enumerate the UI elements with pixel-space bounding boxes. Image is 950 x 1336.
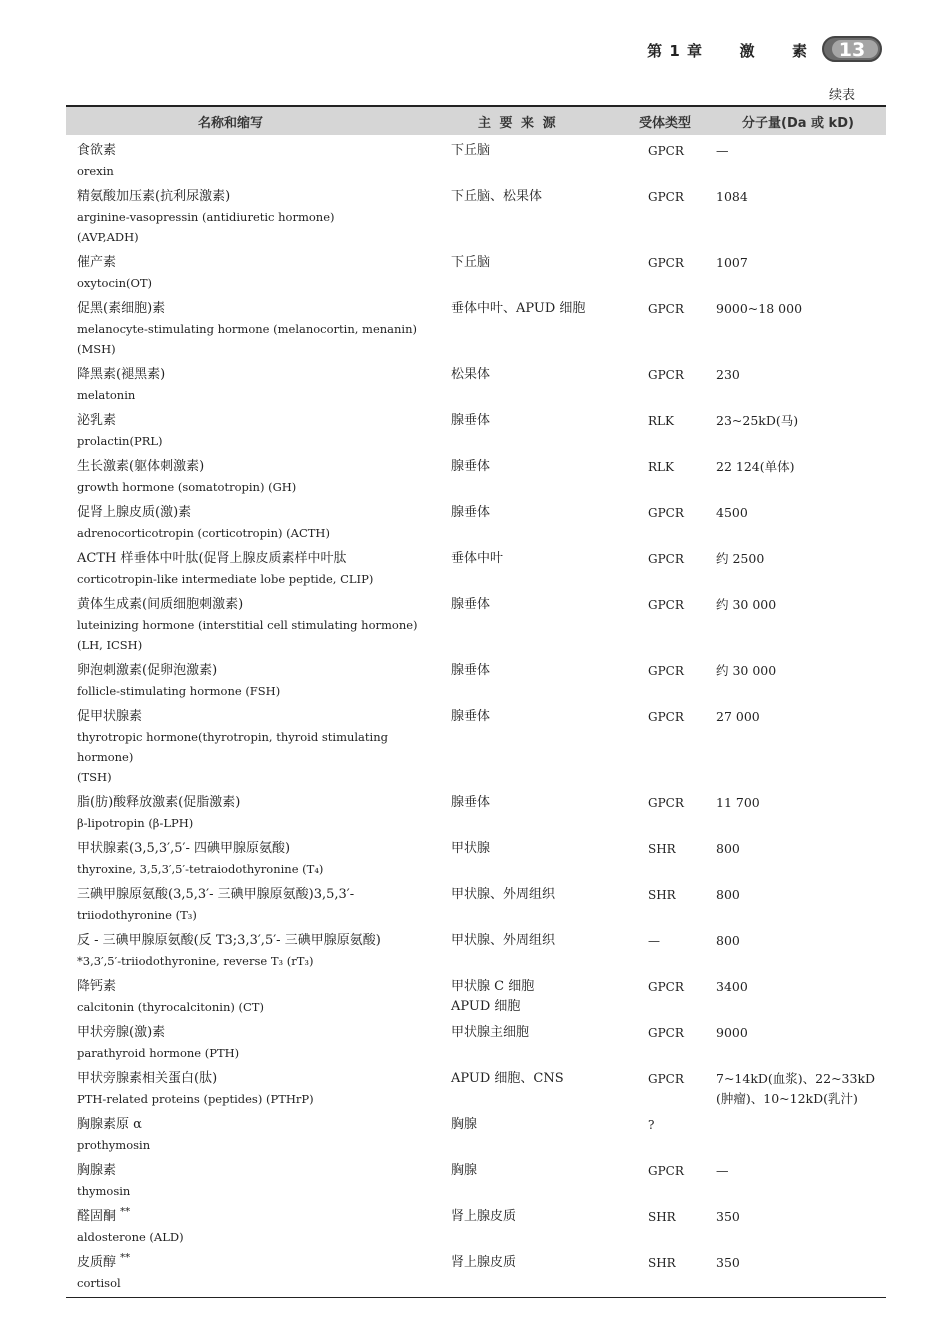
cell-molecular-weight [716, 1023, 886, 1043]
cell-molecular-weight [716, 595, 886, 615]
hormone-name-zh [77, 661, 427, 681]
mw-line: 1007 [716, 255, 748, 270]
cell-source [451, 1115, 631, 1135]
table-row [66, 589, 886, 655]
cell-molecular-weight [716, 1069, 886, 1109]
hormone-name-zh [77, 1161, 427, 1181]
cell-molecular-weight [716, 1253, 886, 1273]
table-body [66, 135, 886, 1293]
hormone-name-zh-text: 降黑素(褪黑素) [77, 367, 166, 382]
hormone-name-en: orexin [77, 164, 114, 178]
source-line: 甲状腺、外周组织 [451, 887, 556, 902]
hormone-name-en: adrenocorticotropin (corticotropin) (ACTH) [77, 526, 330, 540]
cell-molecular-weight [716, 839, 886, 859]
cell-receptor: GPCR [648, 664, 684, 678]
cell-source [451, 1207, 631, 1227]
cell-molecular-weight [716, 931, 886, 951]
cell-source [451, 1253, 631, 1273]
table-row [66, 1155, 886, 1201]
cell-name [77, 365, 427, 405]
hormone-table [66, 105, 886, 1298]
cell-receptor: GPCR [648, 190, 684, 204]
cell-name [77, 1253, 427, 1293]
hormone-name-en: (TSH) [77, 770, 112, 784]
hormone-name-zh [77, 253, 427, 273]
mw-line: 约 30 000 [716, 597, 777, 612]
hormone-name-zh [77, 595, 427, 615]
cell-source [451, 549, 631, 569]
mw-line: 800 [716, 933, 740, 948]
cell-source [451, 839, 631, 859]
cell-name [77, 503, 427, 543]
mw-line: 350 [716, 1209, 740, 1224]
cell-source [451, 365, 631, 385]
hormone-name-en: corticotropin-like intermediate lobe peptide, CLIP) [77, 572, 374, 586]
hormone-name-zh [77, 1253, 427, 1273]
source-line: 腺垂体 [451, 597, 491, 612]
cell-name [77, 549, 427, 589]
cell-receptor: GPCR [648, 506, 684, 520]
cell-receptor: — [648, 934, 660, 948]
hormone-name-en: parathyroid hormone (PTH) [77, 1046, 240, 1060]
page-number: 13 [838, 39, 866, 61]
page-header [0, 36, 950, 66]
cell-source [451, 299, 631, 319]
hormone-name-en: calcitonin (thyrocalcitonin) (CT) [77, 1000, 264, 1014]
table-row [66, 655, 886, 701]
table-row [66, 543, 886, 589]
hormone-name-zh [77, 187, 427, 207]
table-row [66, 359, 886, 405]
chapter-title-char-2: 素 [791, 42, 808, 60]
cell-name [77, 1115, 427, 1155]
hormone-name-zh-text: 促肾上腺皮质(激)素 [77, 505, 192, 520]
hormone-name-zh [77, 299, 427, 319]
cell-receptor: GPCR [648, 256, 684, 270]
cell-receptor: GPCR [648, 1072, 684, 1086]
cell-name [77, 977, 427, 1017]
mw-line: 11 700 [716, 795, 760, 810]
source-line: APUD 细胞、CNS [451, 1071, 564, 1086]
mw-line: 9000 [716, 1025, 748, 1040]
cell-molecular-weight [716, 365, 886, 385]
table-row [66, 135, 886, 181]
hormone-name-en: (AVP,ADH) [77, 230, 139, 244]
hormone-name-en: melanocyte-stimulating hormone (melanocortin, menanin) [77, 322, 418, 336]
cell-source [451, 503, 631, 523]
cell-name [77, 187, 427, 247]
table-row [66, 405, 886, 451]
source-line: 垂体中叶、APUD 细胞 [451, 301, 586, 316]
mw-line: 23~25kD(马) [716, 413, 799, 428]
hormone-name-zh-text: 胸腺素 [77, 1163, 117, 1178]
hormone-name-zh-text: 甲状旁腺(激)素 [77, 1025, 166, 1040]
footnote-mark: ** [120, 1252, 131, 1264]
cell-molecular-weight [716, 885, 886, 905]
table-row [66, 1247, 886, 1293]
hormone-name-en: (MSH) [77, 342, 116, 356]
hormone-name-zh [77, 549, 427, 569]
cell-name [77, 1069, 427, 1109]
cell-name [77, 707, 427, 787]
hormone-name-zh-text: 食欲素 [77, 143, 117, 158]
hormone-name-zh [77, 839, 427, 859]
cell-molecular-weight [716, 141, 886, 161]
cell-molecular-weight [716, 503, 886, 523]
table-row [66, 293, 886, 359]
mw-line: 350 [716, 1255, 740, 1270]
cell-name [77, 1023, 427, 1063]
cell-source [451, 1023, 631, 1043]
cell-receptor: GPCR [648, 368, 684, 382]
header-source: 主 要 来 源 [478, 116, 558, 131]
cell-molecular-weight [716, 977, 886, 997]
hormone-name-zh [77, 1207, 427, 1227]
cell-receptor: GPCR [648, 710, 684, 724]
hormone-name-zh-text: 三碘甲腺原氨酸(3,5,3′- 三碘甲腺原氨酸)3,5,3′- [77, 887, 355, 902]
cell-receptor: GPCR [648, 980, 684, 994]
cell-receptor: RLK [648, 414, 674, 428]
cell-receptor: ? [648, 1118, 655, 1132]
table-row [66, 181, 886, 247]
cell-molecular-weight [716, 1161, 886, 1181]
hormone-name-zh-text: 黄体生成素(间质细胞刺激素) [77, 597, 244, 612]
hormone-name-zh-text: 甲状旁腺素相关蛋白(肽) [77, 1071, 218, 1086]
cell-name [77, 299, 427, 359]
cell-receptor: SHR [648, 1210, 676, 1224]
mw-line: 3400 [716, 979, 748, 994]
cell-molecular-weight [716, 549, 886, 569]
mw-line: 230 [716, 367, 740, 382]
cell-receptor: SHR [648, 842, 676, 856]
source-line: 垂体中叶 [451, 551, 504, 566]
source-line: 下丘脑、松果体 [451, 189, 543, 204]
table-row [66, 701, 886, 787]
hormone-name-en: triiodothyronine (T₃) [77, 908, 197, 922]
cell-receptor: GPCR [648, 598, 684, 612]
hormone-name-zh-text: ACTH 样垂体中叶肽(促肾上腺皮质素样中叶肽 [77, 551, 347, 566]
table-row [66, 1017, 886, 1063]
hormone-name-zh-text: 精氨酸加压素(抗利尿激素) [77, 189, 231, 204]
mw-line: (肿瘤)、10~12kD(乳汁) [716, 1091, 858, 1106]
mw-line: 约 2500 [716, 551, 765, 566]
hormone-name-zh-text: 反 - 三碘甲腺原氨酸(反 T3;3,3′,5′- 三碘甲腺原氨酸) [77, 933, 381, 948]
hormone-name-zh [77, 707, 427, 727]
footnote-mark: ** [120, 1206, 131, 1218]
mw-line: 27 000 [716, 709, 760, 724]
table-row [66, 1201, 886, 1247]
source-line: 下丘脑 [451, 143, 491, 158]
source-line: 腺垂体 [451, 413, 491, 428]
source-line: 甲状腺 C 细胞 [451, 979, 535, 994]
hormone-name-zh [77, 457, 427, 477]
hormone-name-zh-text: 催产素 [77, 255, 117, 270]
table-row [66, 451, 886, 497]
hormone-name-en: (LH, ICSH) [77, 638, 143, 652]
hormone-name-zh [77, 885, 427, 905]
mw-line: 800 [716, 887, 740, 902]
cell-source [451, 793, 631, 813]
hormone-name-zh [77, 977, 427, 997]
cell-molecular-weight [716, 661, 886, 681]
cell-name [77, 839, 427, 879]
cell-name [77, 931, 427, 971]
hormone-name-zh [77, 141, 427, 161]
source-line: 腺垂体 [451, 795, 491, 810]
cell-source [451, 707, 631, 727]
hormone-name-en: PTH-related proteins (peptides) (PTHrP) [77, 1092, 314, 1106]
table-row [66, 1109, 886, 1155]
cell-name [77, 885, 427, 925]
source-line: 甲状腺、外周组织 [451, 933, 556, 948]
cell-receptor: GPCR [648, 1164, 684, 1178]
cell-source [451, 931, 631, 951]
hormone-name-zh-text: 脂(肪)酸释放激素(促脂激素) [77, 795, 241, 810]
hormone-name-en: follicle-stimulating hormone (FSH) [77, 684, 281, 698]
mw-line: 9000~18 000 [716, 301, 803, 316]
hormone-name-en: thymosin [77, 1184, 131, 1198]
source-line: 肾上腺皮质 [451, 1255, 517, 1270]
cell-source [451, 595, 631, 615]
source-line: 肾上腺皮质 [451, 1209, 517, 1224]
mw-line: 7~14kD(血浆)、22~33kD [716, 1071, 876, 1086]
source-line: 胸腺 [451, 1117, 478, 1132]
cell-receptor: GPCR [648, 144, 684, 158]
source-line: APUD 细胞 [451, 999, 521, 1014]
hormone-name-zh-text: 降钙素 [77, 979, 117, 994]
hormone-name-en: cortisol [77, 1276, 121, 1290]
hormone-name-en: aldosterone (ALD) [77, 1230, 184, 1244]
mw-line: 1084 [716, 189, 748, 204]
cell-source [451, 457, 631, 477]
hormone-name-en: thyroxine, 3,5,3′,5′-tetraiodothyronine (T₄) [77, 862, 324, 876]
cell-source [451, 411, 631, 431]
cell-receptor: RLK [648, 460, 674, 474]
hormone-name-en: luteinizing hormone (interstitial cell stimulating hormone) [77, 618, 418, 632]
hormone-name-zh [77, 931, 427, 951]
cell-receptor: GPCR [648, 302, 684, 316]
hormone-name-zh-text: 醛固酮 [77, 1209, 117, 1224]
hormone-name-zh [77, 503, 427, 523]
hormone-name-en: melatonin [77, 388, 136, 402]
cell-molecular-weight [716, 299, 886, 319]
source-line: 腺垂体 [451, 505, 491, 520]
cell-name [77, 1161, 427, 1201]
table-row [66, 971, 886, 1017]
cell-name [77, 141, 427, 181]
table-row [66, 497, 886, 543]
hormone-name-zh-text: 卵泡刺激素(促卵泡激素) [77, 663, 218, 678]
cell-name [77, 253, 427, 293]
table-row [66, 787, 886, 833]
cell-source [451, 253, 631, 273]
table-header [66, 105, 886, 135]
hormone-name-zh-text: 生长激素(躯体刺激素) [77, 459, 205, 474]
hormone-name-zh [77, 1115, 427, 1135]
source-line: 甲状腺 [451, 841, 491, 856]
header-mw: 分子量(Da 或 kD) [742, 116, 854, 131]
hormone-name-zh-text: 促黑(素细胞)素 [77, 301, 166, 316]
hormone-name-en: thyrotropic hormone(thyrotropin, thyroid stimulating hormone) [77, 730, 388, 764]
cell-name [77, 661, 427, 701]
hormone-name-en: β-lipotropin (β-LPH) [77, 816, 194, 830]
cell-source [451, 187, 631, 207]
continued-label: 续表 [828, 88, 855, 103]
cell-receptor: SHR [648, 1256, 676, 1270]
table-row [66, 1063, 886, 1109]
chapter-title-char-1: 激 [739, 42, 756, 60]
mw-line: 约 30 000 [716, 663, 777, 678]
hormone-name-en: oxytocin(OT) [77, 276, 153, 290]
hormone-name-en: prolactin(PRL) [77, 434, 163, 448]
mw-line: 22 124(单体) [716, 459, 795, 474]
table-row [66, 833, 886, 879]
header-name: 名称和缩写 [198, 116, 264, 131]
source-line: 腺垂体 [451, 459, 491, 474]
mw-line: — [716, 143, 729, 158]
cell-source [451, 141, 631, 161]
cell-receptor: GPCR [648, 1026, 684, 1040]
hormone-name-zh-text: 促甲状腺素 [77, 709, 143, 724]
hormone-name-zh-text: 泌乳素 [77, 413, 117, 428]
table-row [66, 247, 886, 293]
source-line: 松果体 [451, 367, 491, 382]
header-receptor: 受体类型 [639, 116, 692, 131]
table-row [66, 879, 886, 925]
hormone-name-zh [77, 411, 427, 431]
cell-name [77, 457, 427, 497]
hormone-name-en: prothymosin [77, 1138, 151, 1152]
table-bottom-rule [66, 1297, 886, 1298]
cell-receptor: SHR [648, 888, 676, 902]
cell-source [451, 1069, 631, 1089]
cell-molecular-weight [716, 793, 886, 813]
cell-receptor: GPCR [648, 552, 684, 566]
mw-line: 800 [716, 841, 740, 856]
hormone-name-zh [77, 365, 427, 385]
cell-source [451, 977, 631, 1017]
source-line: 下丘脑 [451, 255, 491, 270]
cell-molecular-weight [716, 253, 886, 273]
cell-molecular-weight [716, 187, 886, 207]
cell-source [451, 1161, 631, 1181]
hormone-name-zh [77, 1069, 427, 1089]
hormone-name-en: *3,3′,5′-triiodothyronine, reverse T₃ (rT₃) [77, 954, 314, 968]
cell-name [77, 411, 427, 451]
chapter-number: 第 1 章 [647, 42, 704, 60]
cell-name [77, 595, 427, 655]
mw-line: — [716, 1163, 729, 1178]
cell-source [451, 661, 631, 681]
hormone-name-zh-text: 甲状腺素(3,5,3′,5′- 四碘甲腺原氨酸) [77, 841, 291, 856]
cell-molecular-weight [716, 1207, 886, 1227]
cell-name [77, 1207, 427, 1247]
hormone-name-zh [77, 1023, 427, 1043]
source-line: 腺垂体 [451, 663, 491, 678]
table-row [66, 925, 886, 971]
hormone-name-zh-text: 胸腺素原 α [77, 1117, 142, 1132]
cell-molecular-weight [716, 411, 886, 431]
source-line: 腺垂体 [451, 709, 491, 724]
source-line: 甲状腺主细胞 [451, 1025, 530, 1040]
cell-source [451, 885, 631, 905]
page-number-badge [822, 36, 882, 62]
hormone-name-zh [77, 793, 427, 813]
hormone-name-en: arginine-vasopressin (antidiuretic hormone) [77, 210, 335, 224]
cell-molecular-weight [716, 707, 886, 727]
mw-line: 4500 [716, 505, 748, 520]
cell-molecular-weight [716, 457, 886, 477]
hormone-name-zh-text: 皮质醇 [77, 1255, 117, 1270]
cell-name [77, 793, 427, 833]
chapter-heading [647, 40, 808, 61]
source-line: 胸腺 [451, 1163, 478, 1178]
cell-receptor: GPCR [648, 796, 684, 810]
hormone-name-en: growth hormone (somatotropin) (GH) [77, 480, 297, 494]
